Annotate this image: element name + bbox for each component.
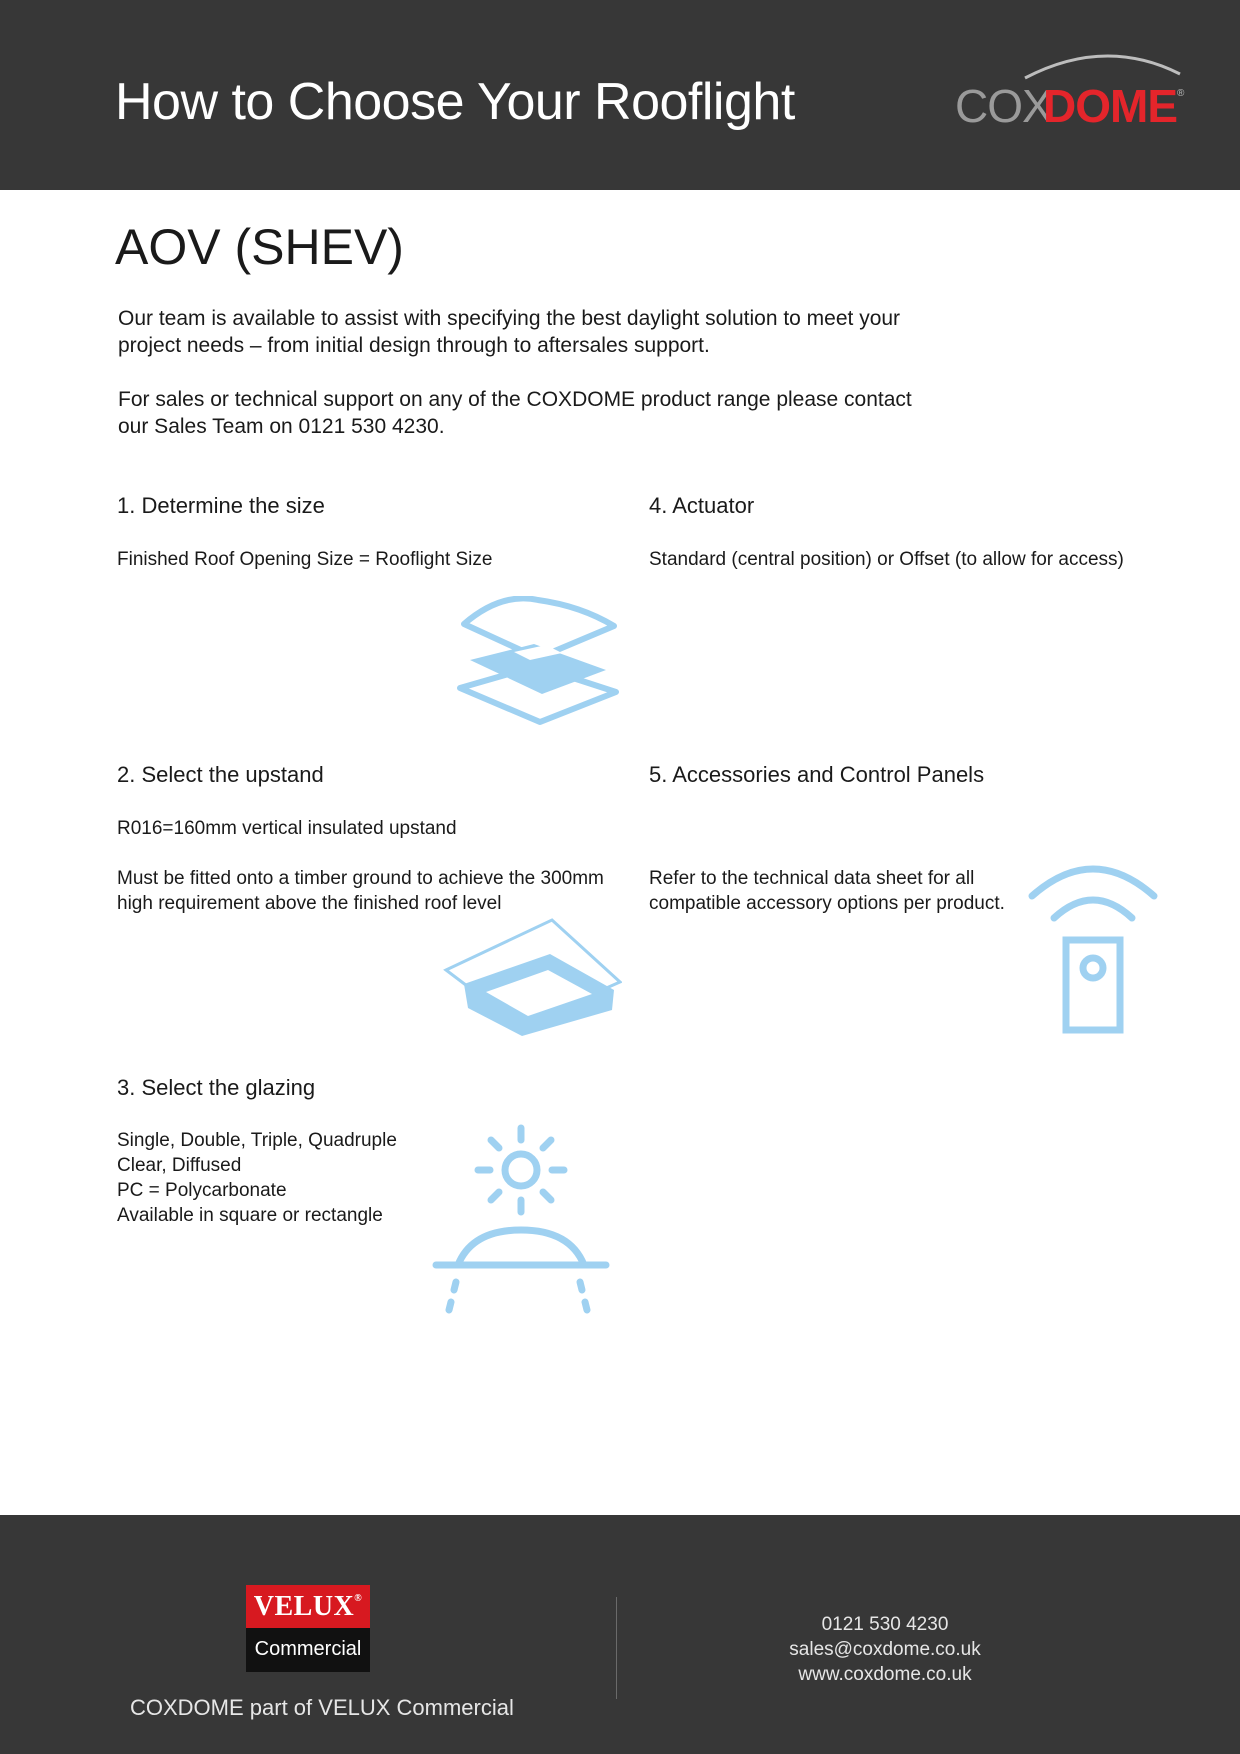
footer-tagline: COXDOME part of VELUX Commercial [130, 1695, 514, 1720]
logo-registered-mark: ® [1177, 88, 1185, 99]
remote-control-icon [1026, 860, 1160, 1035]
logo-text-dome: DOME [1043, 80, 1177, 128]
rooflight-layers-icon [456, 596, 621, 728]
step-2-text-1 [117, 816, 637, 841]
logo-text-cox: COX [955, 80, 1052, 128]
page-header [0, 0, 1240, 190]
step-2-line: R016=160mm vertical insulated upstand [117, 818, 457, 839]
footer-divider [616, 1597, 617, 1699]
coxdome-logo [955, 48, 1190, 128]
contact-phone: 0121 530 4230 [821, 1614, 949, 1635]
step-4-text [649, 547, 1149, 572]
step-3-line: Clear, Diffused [117, 1155, 242, 1176]
velux-logo-text: VELUX® [246, 1585, 370, 1628]
step-1-heading: 1. Determine the size [117, 493, 325, 518]
step-4-heading: 4. Actuator [649, 493, 755, 518]
step-3-line: PC = Polycarbonate [117, 1180, 287, 1201]
header-title: How to Choose Your Rooflight [115, 73, 795, 131]
step-1-line: Finished Roof Opening Size = Rooflight Size [117, 549, 493, 570]
step-1-text [117, 547, 557, 572]
step-3-text [117, 1128, 447, 1228]
contact-email[interactable]: sales@coxdome.co.uk [789, 1639, 981, 1660]
page-title: AOV (SHEV) [115, 219, 404, 275]
velux-logo-commercial: Commercial [246, 1628, 370, 1672]
step-5-line: Refer to the technical data sheet for all compatible accessory options per product. [649, 868, 1005, 914]
step-2-line: Must be fitted onto a timber ground to achieve the 300mm high requirement above the finished roof level [117, 868, 604, 914]
step-3-line: Available in square or rectangle [117, 1205, 383, 1226]
step-4-line: Standard (central position) or Offset (to allow for access) [649, 549, 1124, 570]
step-3-line: Single, Double, Triple, Quadruple [117, 1130, 397, 1151]
velux-commercial-logo [246, 1585, 370, 1672]
contact-block [740, 1612, 1030, 1687]
intro-paragraph-2: For sales or technical support on any of the COXDOME product range please contact our Sales Team on 0121 530 4230. [118, 388, 912, 438]
sun-dome-icon [432, 1122, 612, 1314]
contact-website[interactable]: www.coxdome.co.uk [798, 1664, 972, 1685]
step-5-text [649, 866, 1019, 916]
upstand-icon [442, 918, 622, 1040]
step-3-heading: 3. Select the glazing [117, 1075, 316, 1100]
step-5-heading: 5. Accessories and Control Panels [649, 762, 985, 787]
step-2-text-2 [117, 866, 637, 916]
intro-paragraph-1: Our team is available to assist with specifying the best daylight solution to meet your project needs – from initial design through to aftersales support. [118, 307, 901, 357]
step-2-heading: 2. Select the upstand [117, 762, 324, 787]
